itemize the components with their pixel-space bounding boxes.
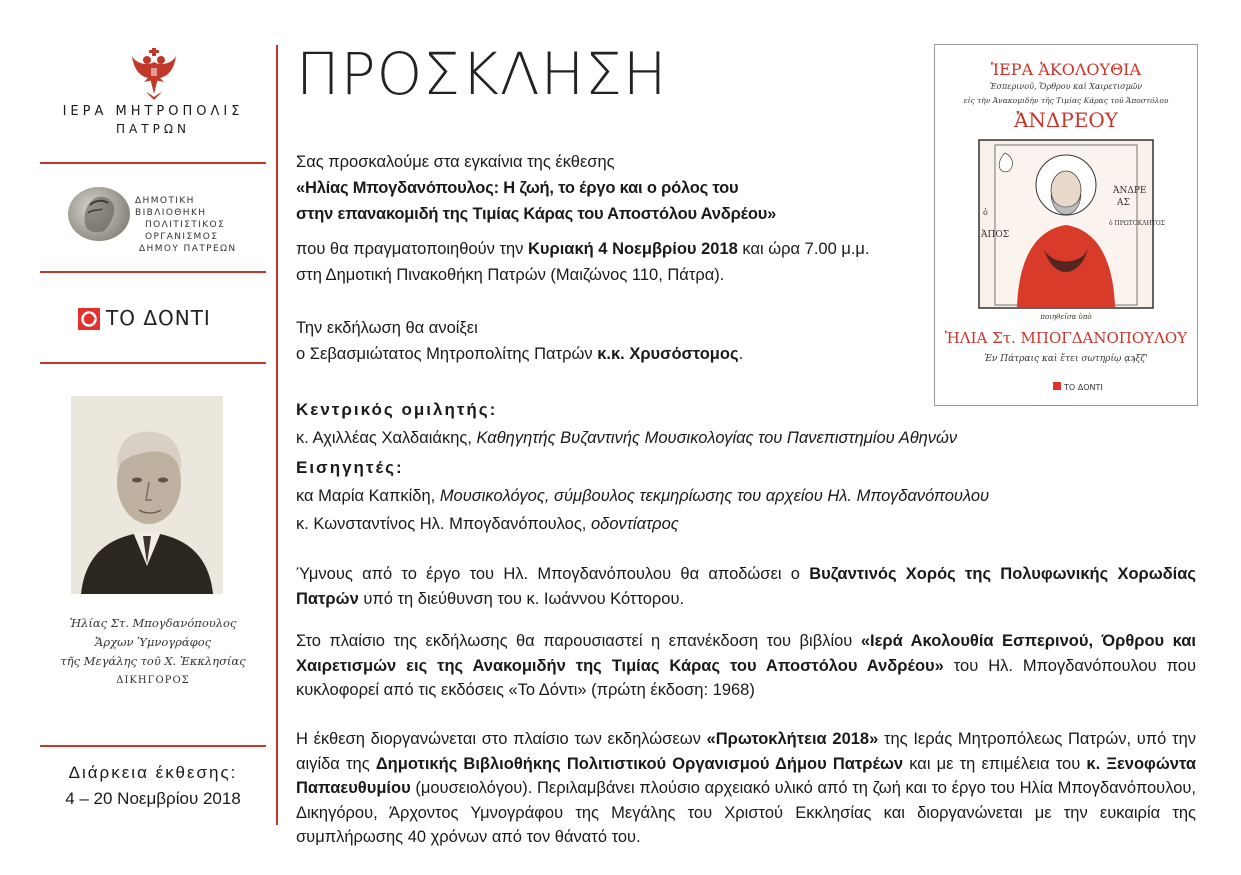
cover-author: ἩΛΙΑ Στ. ΜΠΟΓΔΑΝΟΠΟΥΛΟΥ [944,329,1188,347]
book-cover [934,44,1198,406]
keynote-speaker: κ. Αχιλλέας Χαλδαιάκης, Καθηγητής Βυζαντινής Μουσικολογίας του Πανεπιστημίου Αθηνών [296,429,958,447]
library-name: ΔΗΜΟΤΙΚΗ ΒΙΒΛΙΟΘΗΚΗ ΠΟΛΙΤΙΣΤΙΚΟΣ ΟΡΓΑΝΙΣΜΟΣ ΔΗΜΟΥ ΠΑΤΡΕΩΝ [135,196,237,254]
portrait-photo [71,396,223,594]
page-title: ΠΡΟΣΚΛΗΣΗ [296,40,668,108]
exhibit-title-line2: στην επανακομιδή της Τιμίας Κάρας του Αποστόλου Ανδρέου» [296,205,777,223]
event-venue: στη Δημοτική Πινακοθήκη Πατρών (Μαιζώνος 110, Πάτρα). [296,266,725,284]
event-date: που θα πραγματοποιηθούν την Κυριακή 4 Νοεμβρίου 2018 και ώρα 7.00 μ.μ. [296,240,870,258]
cover-publisher: ΤΟ ΔΟΝΤΙ [1064,383,1103,392]
cover-icon-label: ἈΝΔΡΕ [1113,186,1147,196]
speaker-1: κα Μαρία Καπκίδη, Μουσικολόγος, σύμβουλος τεκμηρίωσης του αρχείου Ηλ. Μπογδανόπουλου [296,487,990,505]
divider [40,271,266,273]
cover-icon-label: ὁ [983,208,988,217]
cover-subtitle-2: εἰς τὴν Ἀνακομιδὴν τῆς Τιμίας Κάρας τοῦ Ἀποστόλου [963,96,1169,105]
book-cover-art [935,45,1197,405]
speakers-heading: Εισηγητές: [296,458,404,477]
invite-text: Σας προσκαλούμε στα εγκαίνια της έκθεσης [296,153,615,171]
cover-title: ἹΕΡΑ ἈΚΟΛΟΥΘΙΑ [990,60,1142,79]
divider [40,745,266,747]
library-coin-logo [68,187,130,241]
cover-icon-label: ΑΣ [1117,198,1130,208]
cover-name: ἈΝΔΡΕΟΥ [1013,108,1119,132]
book-paragraph: Στο πλαίσιο της εκδήλωσης θα παρουσιαστεί η επανέκδοση του βιβλίου «Ιερά Ακολουθία Εσπερινού, Όρθρου και Χαιρετισμών εις της Ανακομιδήν της Τιμίας Κάρας του Αποστόλου Ανδρέου» του Ηλ. Μπογδανόπουλου που κυκλοφορεί από τις εκδόσεις «Το Δόντι» (πρώτη έκδοση: 1968) [296,632,1196,699]
hymns-paragraph: Ύμνους από το έργο του Ηλ. Μπογδανόπουλου θα αποδώσει ο Βυζαντινός Χορός της Πολυφωνικής Χορωδίας Πατρών υπό τη διεύθυνση του κ. Ιωάννου Κόττορου. [296,565,1196,608]
cover-icon-label: ἈΠΟΣ [981,230,1010,240]
organization-paragraph: Η έκθεση διοργανώνεται στο πλαίσιο των εκδηλώσεων «Πρωτοκλήτεια 2018» της Ιεράς Μητροπόλεως Πατρών, υπό την αιγίδα της Δημοτικής Βιβλιοθήκης Πολιτιστικού Οργανισμού Δήμου Πατρέων και με τη επιμέλεια του κ. Ξενοφώντα Παπαευθυμίου (μουσειολόγου). Περιλαμβάνει πλούσιο αρχειακό υλικό από τη ζωή και το έργο του Ηλία Μπογδανόπουλου, Δικηγόρου, Άρχοντος Υμνογράφου της Μεγάλης του Χριστού Εκκλησίας και διοργανώνεται με την ευκαιρία της συμπλήρωσης 40 χρόνων από τον θάνατό του. [296,730,1197,846]
keynote-heading: Κεντρικός ομιλητής: [296,400,498,419]
cover-icon-label: ὁ ΠΡΩΤΟΚΛΗΤΟΣ [1109,220,1165,227]
opener-text: Την εκδήλωση θα ανοίξει [296,319,478,337]
exhibition-duration-label: Διάρκεια έκθεσης: [68,763,238,782]
vertical-separator [276,45,278,825]
double-headed-eagle-icon [130,48,178,100]
divider [40,362,266,364]
left-sidebar [40,0,266,875]
portrait-caption: Ἠλίας Στ. Μπογδανόπουλος Ἄρχων Ὑμνογράφος τῆς Μεγάλης τοῦ Χ. Ἐκκλησίας ΔΙΚΗΓΟΡΟΣ [60,616,246,686]
publisher-name: ΤΟ ΔΟΝΤΙ [106,306,211,330]
cover-place: Ἐν Πάτραις καὶ ἔτει σωτηρίῳ ᾳϡξζ' [984,354,1148,364]
publisher-logo-icon [78,308,100,330]
cover-composed-by: ποιηθεῖσα ὑπὸ [1040,313,1092,321]
speaker-2: κ. Κωνσταντίνος Ηλ. Μπογδανόπουλος, οδοντίατρος [296,515,679,533]
cover-subtitle: Ἑσπερινοῦ, Ὄρθρου καὶ Χαιρετισμῶν [989,82,1143,91]
zeus-head-icon [68,187,130,241]
metropolis-name: ΙΕΡΑ ΜΗΤΡΟΠΟΛΙΣ [62,104,244,119]
opener-name: ο Σεβασμιώτατος Μητροπολίτης Πατρών κ.κ. Χρυσόστομος. [296,345,744,363]
metropolis-city: ΠΑΤΡΩΝ [116,122,190,136]
exhibit-title-line1: «Ηλίας Μπογδανόπουλος: Η ζωή, το έργο και ο ρόλος του [296,179,739,197]
exhibition-duration-dates: 4 – 20 Νοεμβρίου 2018 [65,789,241,808]
divider [40,162,266,164]
